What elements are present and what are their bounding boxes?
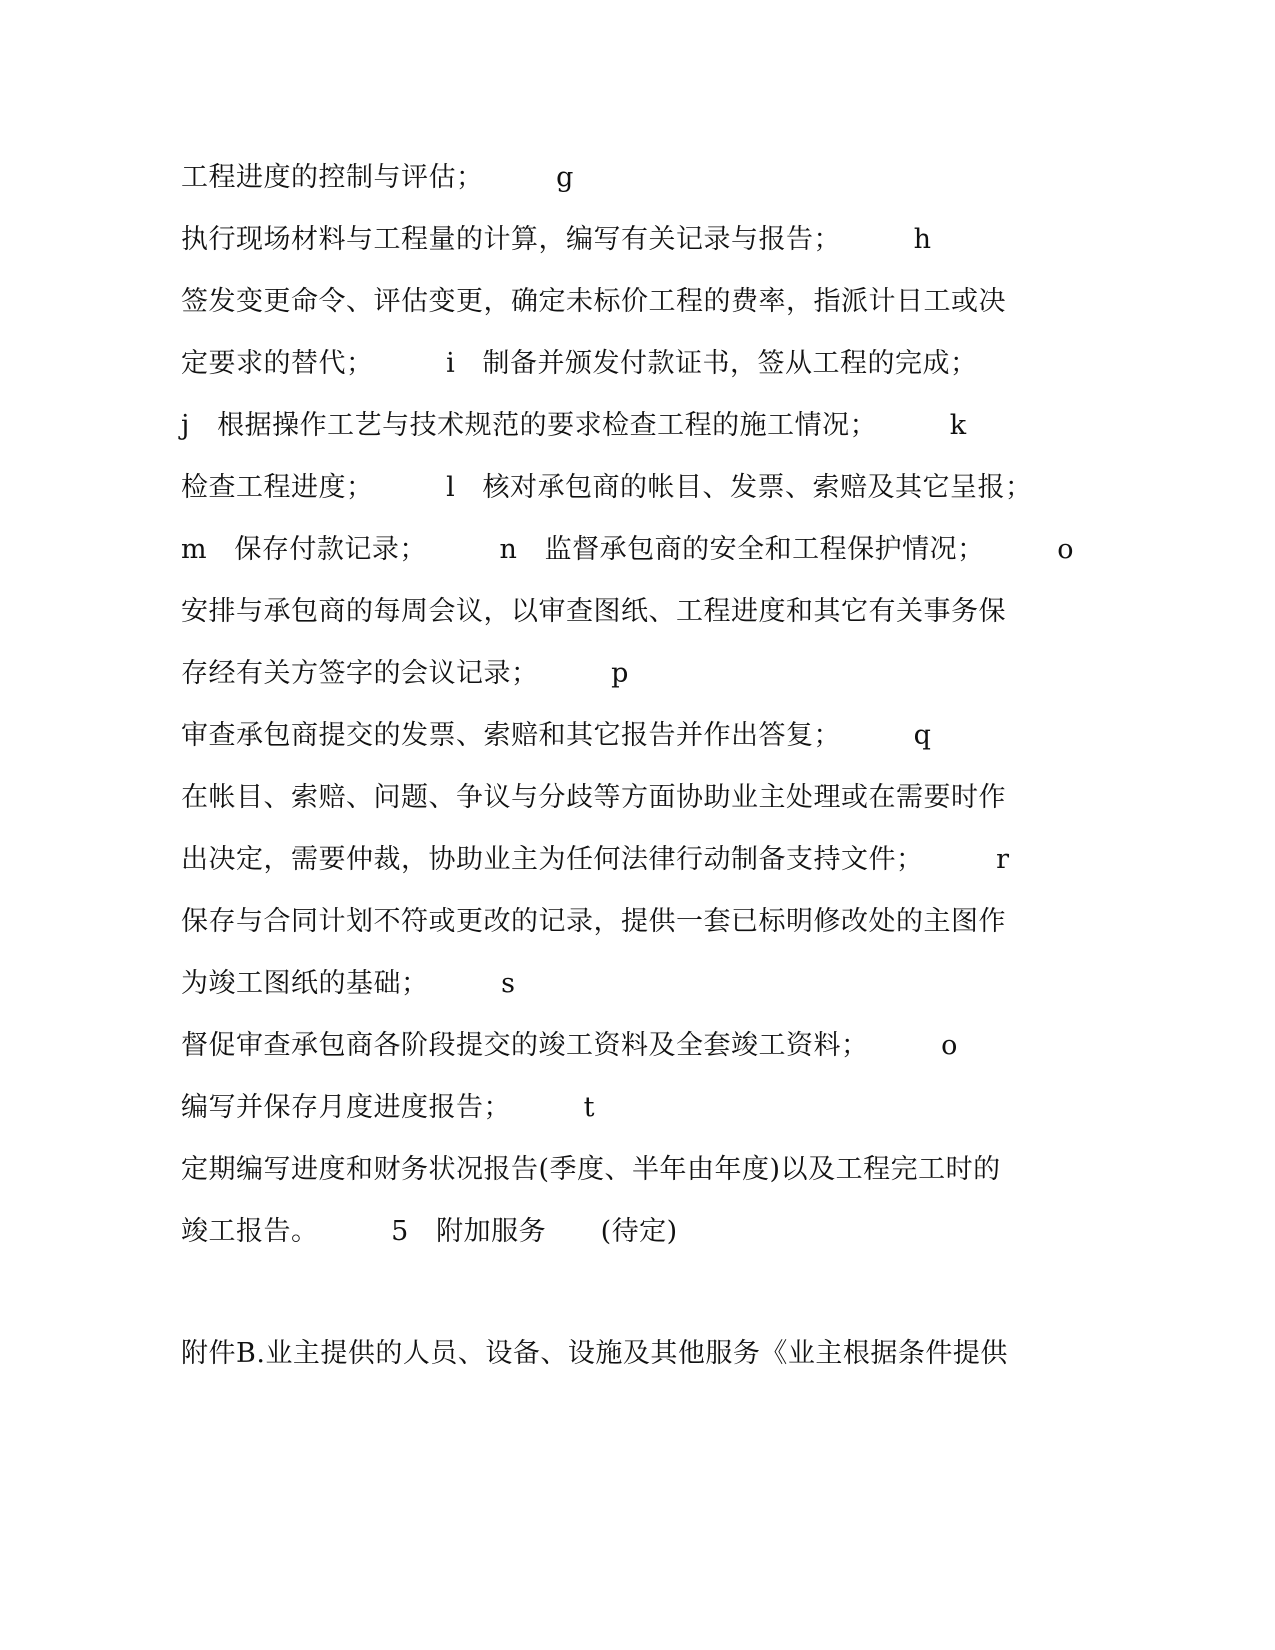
text-line: 编写并保存月度进度报告； t — [181, 1092, 596, 1123]
text-line: m 保存付款记录； n 监督承包商的安全和工程保护情况； o — [181, 534, 1075, 565]
text-line: 附件B.业主提供的人员、设备、设施及其他服务《业主根据条件提供 — [181, 1338, 1008, 1369]
text-line: 督促审查承包商各阶段提交的竣工资料及全套竣工资料； o — [181, 1030, 958, 1061]
text-line: 安排与承包商的每周会议，以审查图纸、工程进度和其它有关事务保 — [181, 596, 1006, 627]
text-line: 保存与合同计划不符或更改的记录，提供一套已标明修改处的主图作 — [181, 906, 1006, 937]
text-line: j 根据操作工艺与技术规范的要求检查工程的施工情况； k — [181, 410, 967, 441]
text-line: 定要求的替代； i 制备并颁发付款证书，签从工程的完成； — [181, 348, 978, 379]
text-line: 签发变更命令、评估变更，确定未标价工程的费率，指派计日工或决 — [181, 286, 1006, 317]
text-line: 工程进度的控制与评估； g — [181, 162, 574, 193]
text-line: 定期编写进度和财务状况报告(季度、半年由年度)以及工程完工时的 — [181, 1154, 1001, 1185]
text-line: 在帐目、索赔、问题、争议与分歧等方面协助业主处理或在需要时作 — [181, 782, 1006, 813]
text-line: 竣工报告。 5 附加服务 (待定) — [181, 1216, 678, 1247]
text-line: 检查工程进度； l 核对承包商的帐目、发票、索赔及其它呈报； — [181, 472, 1033, 503]
text-line: 出决定，需要仲裁，协助业主为任何法律行动制备支持文件； r — [181, 844, 1010, 875]
text-line: 执行现场材料与工程量的计算，编写有关记录与报告； h — [181, 224, 932, 255]
text-line: 为竣工图纸的基础； s — [181, 968, 516, 999]
text-line: 审查承包商提交的发票、索赔和其它报告并作出答复； q — [181, 720, 932, 751]
text-line: 存经有关方签字的会议记录； p — [181, 658, 629, 689]
